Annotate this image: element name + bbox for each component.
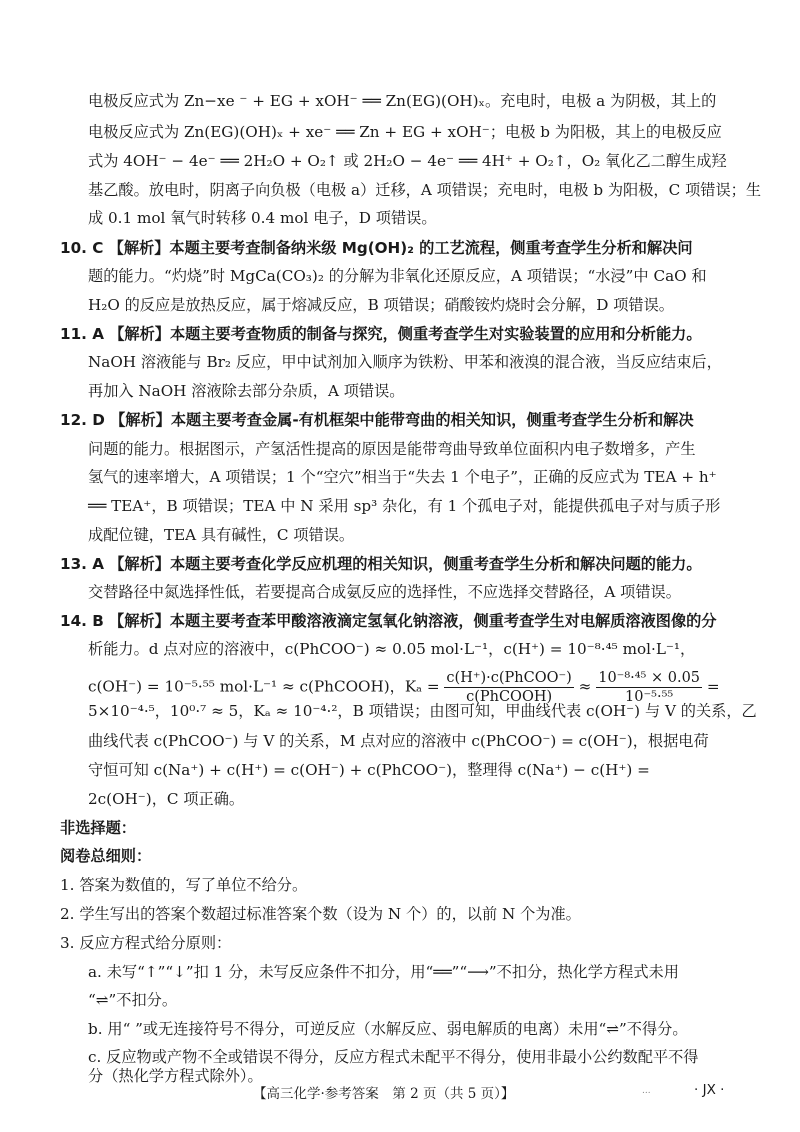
text-line: 守恒可知 c(Na⁺) + c(H⁺) = c(OH⁻) + c(PhCOO⁻)，整理得 c(Na⁺) − c(H⁺) =: [88, 761, 650, 779]
rule-subitem: b. 用“ ”或无连接符号不得分，可逆反应（水解反应、弱电解质的电离）未用“⇌”不得分。: [88, 1020, 688, 1038]
rule-subitem: “⇌”不扣分。: [88, 991, 178, 1009]
text-line: 题的能力。“灼烧”时 MgCa(CO₃)₂ 的分解为非氧化还原反应，A 项错误；“水浸”中 CaO 和: [88, 267, 707, 285]
fraction-numerator: c(H⁺)·c(PhCOO⁻): [446, 670, 572, 686]
text-line: 2c(OH⁻)，C 项正确。: [88, 790, 245, 808]
approx-sign: ≈: [578, 677, 592, 696]
rule-item: 1. 答案为数值的，写了单位不给分。: [60, 876, 308, 894]
fraction-numerator: 10⁻⁸·⁴⁵ × 0.05: [598, 670, 701, 686]
text-line: 问题的能力。根据图示，产氢活性提高的原因是能带弯曲导致单位面积内电子数增多，产生: [88, 440, 696, 458]
footer-mark: · JX ·: [694, 1082, 725, 1098]
answer-11-heading: 11. A 【解析】本题主要考查物质的制备与探究，侧重考查学生对实验装置的应用和分析能力。: [60, 325, 702, 343]
rule-subitem: a. 未写“↑”“↓”扣 1 分，未写反应条件不扣分，用“══”“⟶”不扣分，热化学方程式未用: [88, 963, 679, 981]
fraction-denominator: 10⁻⁵·⁵⁵: [625, 689, 674, 705]
text-line: 电极反应式为 Zn−xe ⁻ + EG + xOH⁻ ══ Zn(EG)(OH)ₓ。充电时，电极 a 为阴极，其上的: [88, 92, 717, 110]
answer-13-heading: 13. A 【解析】本题主要考查化学反应机理的相关知识，侧重考查学生分析和解决问题的能力。: [60, 555, 702, 573]
footer-dots: ...: [642, 1086, 651, 1096]
fraction-denominator: c(PhCOOH): [466, 689, 553, 705]
text-line: 5×10⁻⁴·⁵，10⁰·⁷ ≈ 5，Kₐ ≈ 10⁻⁴·²，B 项错误；由图可知，甲曲线代表 c(OH⁻) 与 V 的关系，乙: [88, 702, 757, 720]
text-line: 电极反应式为 Zn(EG)(OH)ₓ + xe⁻ ══ Zn + EG + xOH⁻；电极 b 为阳极，其上的电极反应: [88, 123, 722, 141]
text-line: ══ TEA⁺，B 项错误；TEA 中 N 采用 sp³ 杂化，有 1 个孤电子对，能提供孤电子对与质子形: [88, 497, 721, 515]
text-line: 成 0.1 mol 氧气时转移 0.4 mol 电子，D 项错误。: [88, 209, 437, 227]
section-heading: 阅卷总细则：: [60, 847, 152, 865]
text-line: 式为 4OH⁻ − 4e⁻ ══ 2H₂O + O₂↑ 或 2H₂O − 4e⁻ ══ 4H⁺ + O₂↑，O₂ 氧化乙二醇生成羟: [88, 152, 727, 170]
answer-12-heading: 12. D 【解析】本题主要考查金属-有机框架中能带弯曲的相关知识，侧重考查学生分析和解决: [60, 411, 694, 429]
answer-14-heading: 14. B 【解析】本题主要考查苯甲酸溶液滴定氢氧化钠溶液，侧重考查学生对电解质溶液图像的分: [60, 612, 717, 630]
text-line: 基乙酸。放电时，阴离子向负极（电极 a）迁移，A 项错误；充电时，电极 b 为阳极，C 项错误；生: [88, 181, 762, 199]
rule-subitem: 分（热化学方程式除外）。: [88, 1067, 263, 1085]
text-line: H₂O 的反应是放热反应，属于熔减反应，B 项错误；硝酸铵灼烧时会分解，D 项错误。: [88, 296, 674, 314]
text-line: 析能力。d 点对应的溶液中，c(PhCOO⁻) ≈ 0.05 mol·L⁻¹，c(H⁺) = 10⁻⁸·⁴⁵ mol·L⁻¹，: [88, 640, 696, 658]
equals-sign: =: [706, 677, 720, 696]
formula-lead: c(OH⁻) = 10⁻⁵·⁵⁵ mol·L⁻¹ ≈ c(PhCOOH)，Kₐ =: [88, 677, 440, 696]
rule-subitem: c. 反应物或产物不全或错误不得分，反应方程式未配平不得分，使用非最小公约数配平不得: [88, 1048, 699, 1066]
rule-item: 2. 学生写出的答案个数超过标准答案个数（设为 N 个）的，以前 N 个为准。: [60, 905, 581, 923]
text-line: 再加入 NaOH 溶液除去部分杂质，A 项错误。: [88, 382, 405, 400]
text-line: NaOH 溶液能与 Br₂ 反应，甲中试剂加入顺序为铁粉、甲苯和液溴的混合液，当反应结束后，: [88, 353, 722, 371]
text-line: 曲线代表 c(PhCOO⁻) 与 V 的关系，M 点对应的溶液中 c(PhCOO⁻) = c(OH⁻)，根据电荷: [88, 732, 709, 750]
section-heading: 非选择题：: [60, 819, 136, 837]
page-footer: 【高三化学·参考答案 第 2 页（共 5 页）】: [253, 1086, 515, 1102]
text-line: 氢气的速率增大，A 项错误；1 个“空穴”相当于“失去 1 个电子”，正确的反应式为 TEA + h⁺: [88, 468, 717, 486]
text-line: 交替路径中氮选择性低，若要提高合成氨反应的选择性，不应选择交替路径，A 项错误。: [88, 583, 681, 601]
text-line: 成配位键，TEA 具有碱性，C 项错误。: [88, 526, 355, 544]
answer-10-heading: 10. C 【解析】本题主要考查制备纳米级 Mg(OH)₂ 的工艺流程，侧重考查学生分析和解决问: [60, 239, 693, 257]
rule-item: 3. 反应方程式给分原则：: [60, 934, 232, 952]
